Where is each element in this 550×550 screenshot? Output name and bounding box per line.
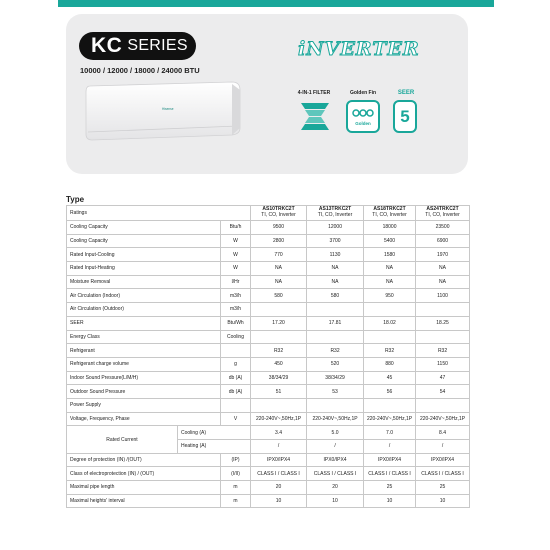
row-label: Cooling Capacity [67, 221, 221, 235]
row-unit: Cooling [221, 330, 251, 344]
model-sub: TI, CO, Inverter [425, 212, 460, 218]
row-unit [221, 398, 251, 412]
row-value: 38/34/29 [307, 371, 364, 385]
filter-label: 4-IN-1 FILTER [297, 90, 331, 96]
row-value: 56 [364, 385, 416, 399]
specification-table [66, 205, 470, 508]
series-word: SERIES [127, 37, 188, 54]
row-value: 10 [364, 494, 416, 508]
row-value: 53 [307, 385, 364, 399]
btu-capacity-line: 10000 / 12000 / 18000 / 24000 BTU [80, 66, 200, 75]
table-row [67, 289, 470, 303]
air-conditioner-unit-image [82, 80, 242, 142]
row-value: CLASS I / CLASS I [416, 467, 470, 481]
row-value: 25 [416, 481, 470, 495]
row-unit: (IP) [221, 453, 251, 467]
unit-brand-logo: Hisense [162, 107, 174, 111]
golden-fin-inner-label: Golden [355, 121, 371, 126]
row-value [307, 303, 364, 317]
table-row [67, 467, 470, 481]
row-unit: Btu/Wh [221, 316, 251, 330]
table-row [67, 275, 470, 289]
row-value: 7.0 [364, 426, 416, 440]
row-value: / [416, 440, 470, 454]
row-value [251, 398, 307, 412]
row-value: 54 [416, 385, 470, 399]
row-label: Outdoor Sound Pressure [67, 385, 221, 399]
seer-value: 5 [400, 106, 410, 126]
row-value: CLASS I / CLASS I [251, 467, 307, 481]
row-value: 10 [416, 494, 470, 508]
row-value: CLASS I / CLASS I [364, 467, 416, 481]
row-value: 3700 [307, 234, 364, 248]
row-unit: W [221, 248, 251, 262]
row-value: CLASS I / CLASS I [307, 467, 364, 481]
row-value: NA [416, 262, 470, 276]
row-value: 580 [307, 289, 364, 303]
table-row [67, 221, 470, 235]
row-unit: l/Hr [221, 275, 251, 289]
row-value [416, 398, 470, 412]
series-badge [79, 32, 196, 60]
row-value: 450 [251, 357, 307, 371]
row-value: 6900 [416, 234, 470, 248]
model-header [307, 206, 364, 221]
row-value: 20 [251, 481, 307, 495]
table-row [67, 234, 470, 248]
row-label: Refrigerant [67, 344, 221, 358]
row-unit [221, 344, 251, 358]
table-header-row [67, 206, 470, 221]
table-row [67, 412, 470, 426]
row-value [251, 330, 307, 344]
row-unit: m [221, 481, 251, 495]
row-label: Maximal heights' interval [67, 494, 221, 508]
row-value: NA [307, 262, 364, 276]
row-value: 18.02 [364, 316, 416, 330]
row-value: 2800 [251, 234, 307, 248]
row-value: IPX0/IPX4 [364, 453, 416, 467]
row-value: 5400 [364, 234, 416, 248]
row-value: 520 [307, 357, 364, 371]
row-label: Class of electroprotection (IN) / (OUT) [67, 467, 221, 481]
row-value: NA [251, 275, 307, 289]
row-value [251, 303, 307, 317]
row-value: IPX0/IPX4 [307, 453, 364, 467]
row-label: Rated Input-Heating [67, 262, 221, 276]
row-value: / [364, 440, 416, 454]
row-label: Cooling Capacity [67, 234, 221, 248]
table-row [67, 357, 470, 371]
row-value: 1580 [364, 248, 416, 262]
row-value: R32 [307, 344, 364, 358]
row-value: 38/34/29 [251, 371, 307, 385]
model-code: AS24TRKC2T [426, 206, 459, 213]
row-value: IPX0/IPX4 [251, 453, 307, 467]
table-row [67, 330, 470, 344]
row-label: Energy Class [67, 330, 221, 344]
row-value: 1150 [416, 357, 470, 371]
row-value [307, 330, 364, 344]
table-row [67, 481, 470, 495]
row-value: 8.4 [416, 426, 470, 440]
row-value: 220-240V~,50Hz,1P [364, 412, 416, 426]
series-kc: KC [91, 34, 123, 57]
row-value [416, 330, 470, 344]
row-value: 580 [251, 289, 307, 303]
row-unit: V [221, 412, 251, 426]
table-row [67, 426, 470, 440]
row-label: Air Circulation (Outdoor) [67, 303, 221, 317]
row-value [364, 303, 416, 317]
table-row [67, 453, 470, 467]
row-sub-label: Cooling (A) [178, 426, 251, 440]
model-header [364, 206, 416, 221]
row-value: 23500 [416, 221, 470, 235]
rated-current-label: Rated Current [67, 426, 178, 453]
row-value: 47 [416, 371, 470, 385]
golden-fin-icon [352, 109, 374, 117]
row-value: 5.0 [307, 426, 364, 440]
row-value: NA [307, 275, 364, 289]
model-code: AS10TRKC2T [262, 206, 295, 213]
row-unit: db (A) [221, 385, 251, 399]
inverter-logo: iNVERTER [298, 38, 420, 60]
row-label: Power Supply [67, 398, 221, 412]
row-unit: db (A) [221, 371, 251, 385]
row-unit: Btu/h [221, 221, 251, 235]
row-label: Indoor Sound Pressure(L/M/H) [67, 371, 221, 385]
row-value: 17.81 [307, 316, 364, 330]
row-value [416, 303, 470, 317]
row-label: Moisture Removal [67, 275, 221, 289]
table-row [67, 303, 470, 317]
row-label: Refrigerant charge volume [67, 357, 221, 371]
row-unit: W [221, 262, 251, 276]
model-code: AS13TRKC2T [318, 206, 352, 213]
row-value: 220-240V~,50Hz,1P [251, 412, 307, 426]
row-label: Rated Input-Cooling [67, 248, 221, 262]
row-value: 3.4 [251, 426, 307, 440]
filter-layers-icon [297, 99, 333, 132]
row-sub-label: Heating (A) [178, 440, 251, 454]
row-value: 770 [251, 248, 307, 262]
row-value: 9500 [251, 221, 307, 235]
row-value: NA [364, 275, 416, 289]
row-label: Voltage, Frequency, Phase [67, 412, 221, 426]
row-value: 12000 [307, 221, 364, 235]
row-value: IPX0/IPX4 [416, 453, 470, 467]
row-value: 18.25 [416, 316, 470, 330]
row-value: 45 [364, 371, 416, 385]
model-sub: TI, CO, Inverter [372, 212, 407, 218]
row-value: 220-240V~,50Hz,1P [416, 412, 470, 426]
table-row [67, 316, 470, 330]
row-label: Air Circulation (Indoor) [67, 289, 221, 303]
top-accent-bar [58, 0, 494, 7]
header-ratings-label: Ratings [67, 206, 251, 221]
row-value [307, 398, 364, 412]
row-value: R32 [364, 344, 416, 358]
golden-fin-badge [346, 100, 380, 133]
golden-fin-label: Golden Fin [349, 90, 377, 96]
row-value: 1100 [416, 289, 470, 303]
row-value: NA [251, 262, 307, 276]
row-unit: g [221, 357, 251, 371]
row-value: 18000 [364, 221, 416, 235]
row-value: 1130 [307, 248, 364, 262]
row-unit: m3/h [221, 289, 251, 303]
row-label: SEER [67, 316, 221, 330]
row-value: NA [416, 275, 470, 289]
row-unit: W [221, 234, 251, 248]
table-row [67, 344, 470, 358]
row-value: R32 [416, 344, 470, 358]
seer-label: SEER [397, 90, 415, 96]
row-value: 880 [364, 357, 416, 371]
row-value: 17.20 [251, 316, 307, 330]
row-unit: (I/II) [221, 467, 251, 481]
model-sub: TI, CO, Inverter [261, 212, 296, 218]
row-unit: m [221, 494, 251, 508]
table-row [67, 262, 470, 276]
row-label: Maximal pipe length [67, 481, 221, 495]
table-row [67, 398, 470, 412]
table-title: Type [66, 195, 85, 204]
row-value: 25 [364, 481, 416, 495]
table-row [67, 371, 470, 385]
model-header [251, 206, 307, 221]
row-value: 10 [251, 494, 307, 508]
model-code: AS18TRKC2T [373, 206, 406, 213]
row-value [364, 330, 416, 344]
row-value: 10 [307, 494, 364, 508]
table-row [67, 494, 470, 508]
row-value: R32 [251, 344, 307, 358]
row-value: 51 [251, 385, 307, 399]
table-row [67, 385, 470, 399]
table-row [67, 248, 470, 262]
row-value: 950 [364, 289, 416, 303]
row-value: 220-240V~,50Hz,1P [307, 412, 364, 426]
model-sub: TI, CO, Inverter [317, 212, 353, 218]
seer-badge [393, 100, 417, 133]
row-value: 1970 [416, 248, 470, 262]
model-header [416, 206, 470, 221]
row-value: / [307, 440, 364, 454]
row-unit: m3/h [221, 303, 251, 317]
row-value: 20 [307, 481, 364, 495]
row-value: NA [364, 262, 416, 276]
row-label: Degree of protection (IN) /(OUT) [67, 453, 221, 467]
row-value [364, 398, 416, 412]
row-value: / [251, 440, 307, 454]
